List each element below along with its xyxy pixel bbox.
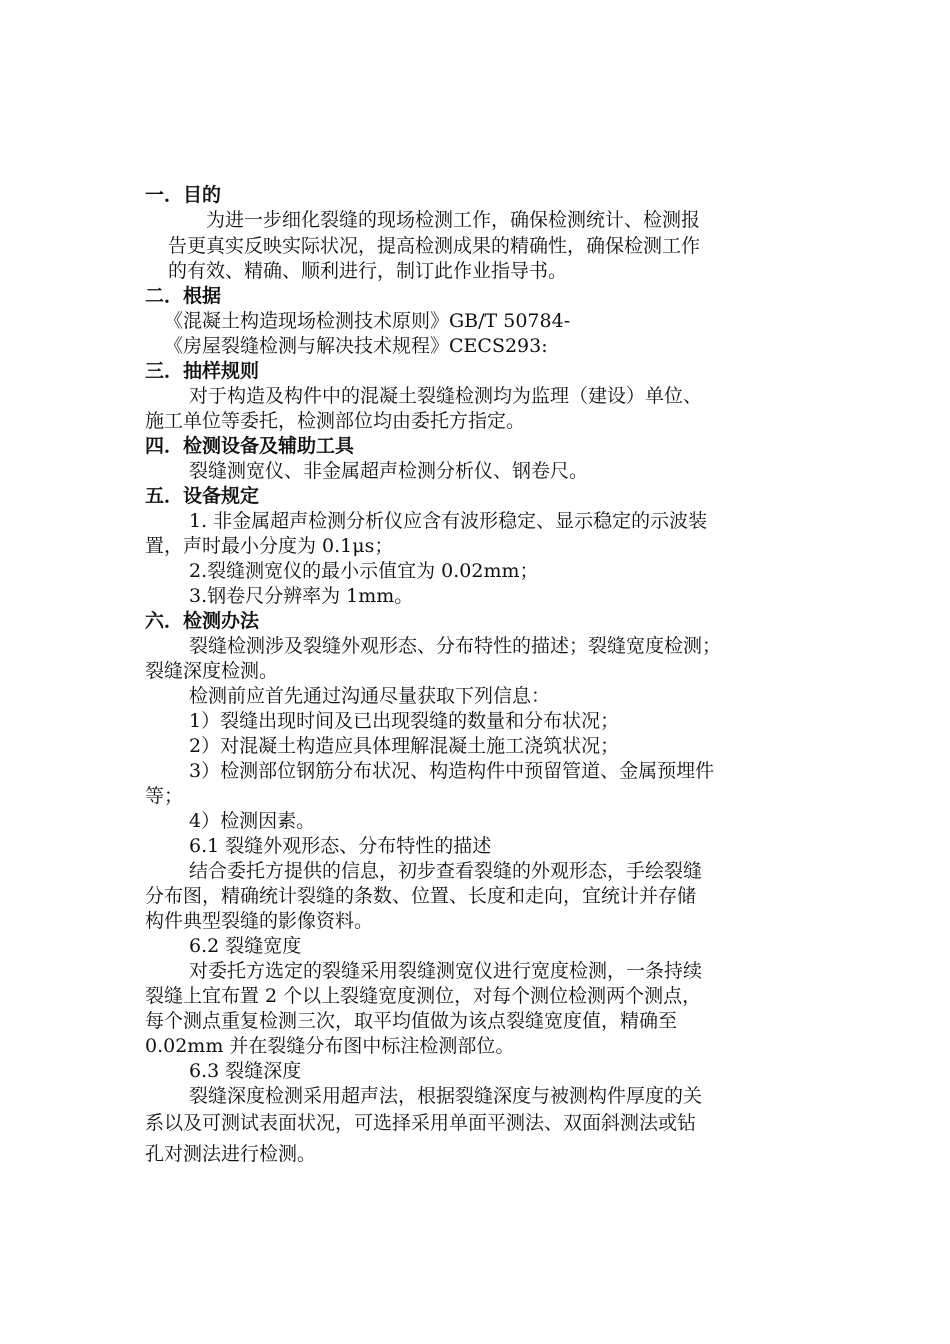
section-2-heading: 二．根据: [145, 285, 222, 307]
section-5-heading: 五．设备规定: [145, 485, 260, 507]
subsection-6-3-heading: 6.3 裂缝深度: [189, 1060, 302, 1082]
list-item: 3）检测部位钢筋分布状况、构造构件中预留管道、金属预埋件: [189, 760, 715, 782]
paragraph-line: 对于构造及构件中的混凝土裂缝检测均为监理（建设）单位、: [189, 385, 703, 407]
paragraph-line: 裂缝测宽仪、非金属超声检测分析仪、钢卷尺。: [189, 460, 589, 482]
list-item: 1）裂缝出现时间及已出现裂缝的数量和分布状况；: [189, 710, 620, 732]
paragraph-line: 构件典型裂缝的影像资料。: [145, 910, 374, 932]
paragraph-line: 2.裂缝测宽仪的最小示值宜为 0.02mm；: [189, 560, 539, 582]
subsection-6-1-heading: 6.1 裂缝外观形态、分布特性的描述: [189, 835, 492, 857]
section-6-heading: 六．检测办法: [145, 610, 260, 632]
paragraph-line: 为进一步细化裂缝的现场检测工作，确保检测统计、检测报: [206, 209, 701, 231]
reference-line: 《混凝土构造现场检测技术原则》GB/T 50784-: [164, 310, 571, 332]
paragraph-line: 裂缝深度检测采用超声法，根据裂缝深度与被测构件厚度的关: [189, 1085, 703, 1107]
paragraph-line: 检测前应首先通过沟通尽量获取下列信息：: [189, 685, 551, 707]
paragraph-line: 施工单位等委托，检测部位均由委托方指定。: [145, 410, 526, 432]
section-4-heading: 四．检测设备及辅助工具: [145, 435, 355, 457]
paragraph-line: 分布图，精确统计裂缝的条数、位置、长度和走向，宜统计并存储: [145, 885, 697, 907]
paragraph-line: 裂缝深度检测。: [145, 660, 279, 682]
list-item: 2）对混凝土构造应具体理解混凝土施工浇筑状况；: [189, 735, 620, 757]
paragraph-line: 1. 非金属超声检测分析仪应含有波形稳定、显示稳定的示波装: [189, 510, 708, 532]
paragraph-line: 结合委托方提供的信息，初步查看裂缝的外观形态，手绘裂缝: [189, 860, 703, 882]
subsection-6-2-heading: 6.2 裂缝宽度: [189, 935, 302, 957]
paragraph-line: 孔对测法进行检测。: [145, 1143, 317, 1165]
paragraph-line: 3.钢卷尺分辨率为 1mm。: [189, 585, 414, 607]
paragraph-line: 0.02mm 并在裂缝分布图中标注检测部位。: [145, 1035, 515, 1057]
reference-line: 《房屋裂缝检测与解决技术规程》CECS293:: [164, 335, 548, 357]
paragraph-line: 系以及可测试表面状况，可选择采用单面平测法、双面斜测法或钻: [145, 1112, 697, 1134]
section-3-heading: 三．抽样规则: [145, 360, 260, 382]
paragraph-line: 每个测点重复检测三次，取平均值做为该点裂缝宽度值，精确至: [145, 1010, 678, 1032]
list-item: 4）检测因素。: [189, 810, 316, 832]
paragraph-line: 的有效、精确、顺利进行，制订此作业指导书。: [168, 260, 568, 282]
section-1-heading: 一．目的: [145, 184, 222, 206]
paragraph-line: 置，声时最小分度为 0.1μs；: [145, 535, 394, 557]
paragraph-line: 裂缝上宜布置 2 个以上裂缝宽度测位，对每个测位检测两个测点，: [145, 985, 702, 1007]
paragraph-line: 告更真实反映实际状况，提高检测成果的精确性，确保检测工作: [168, 235, 701, 257]
paragraph-line: 裂缝检测涉及裂缝外观形态、分布特性的描述；裂缝宽度检测；: [189, 635, 722, 657]
paragraph-line: 对委托方选定的裂缝采用裂缝测宽仪进行宽度检测，一条持续: [189, 960, 703, 982]
list-item: 等；: [145, 785, 184, 807]
